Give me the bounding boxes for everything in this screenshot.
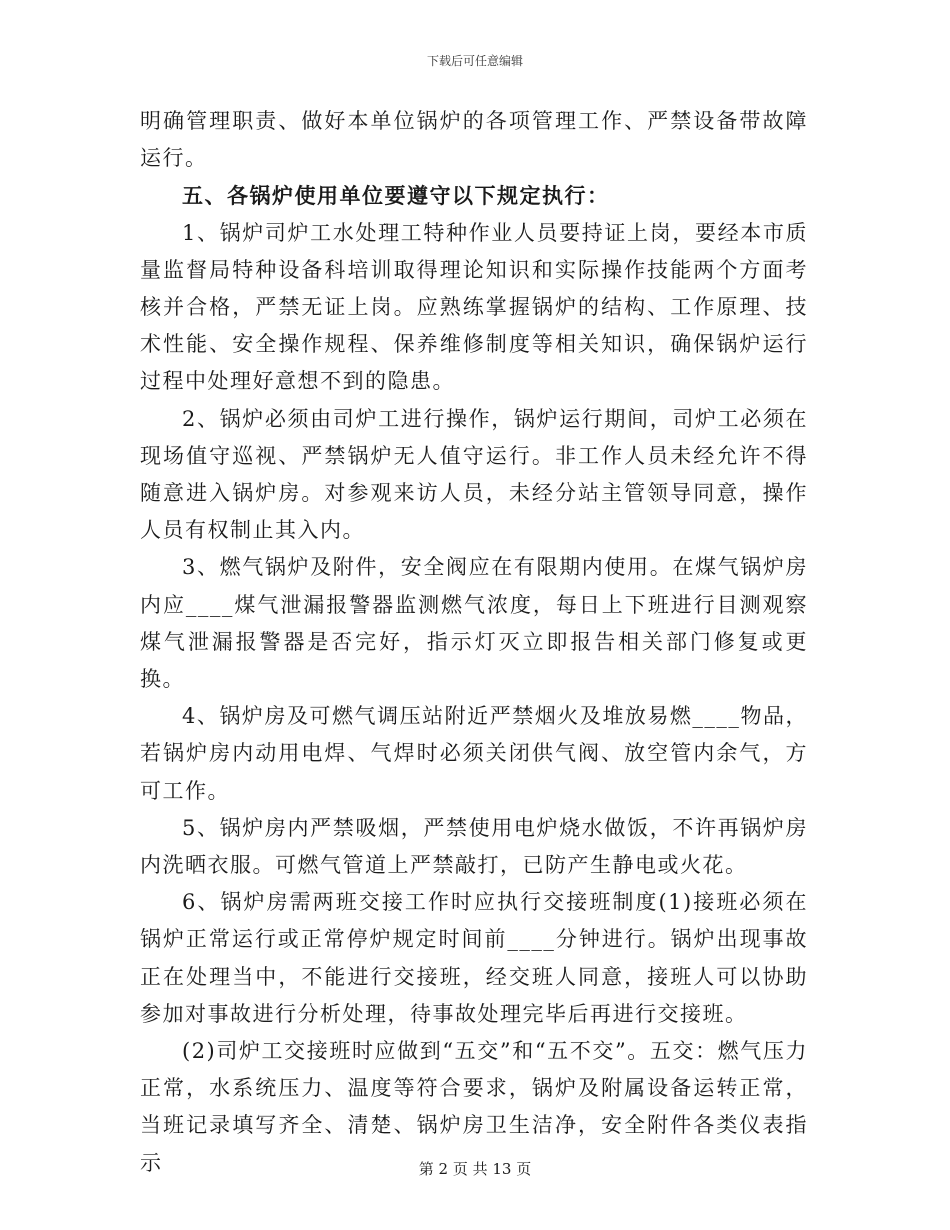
paragraph-rule-1: 1、锅炉司炉工水处理工特种作业人员要持证上岗，要经本市质量监督局特种设备科培训取得理论知识和实际操作技能两个方面考核并合格，严禁无证上岗。应熟练掌握锅炉的结构、工作原理、技术性能、安全操作规程、保养维修制度等相关知识，确保锅炉运行过程中处理好意想不到的隐患。 xyxy=(140,220,808,394)
section-heading-5: 五、各锅炉使用单位要遵守以下规定执行： xyxy=(182,183,610,209)
paragraph-rule-6-2: (2)司炉工交接班时应做到“五交”和“五不交”。五交：燃气压力正常，水系统压力、温度等符合要求，锅炉及附属设备运转正常，当班记录填写齐全、清楚、锅炉房卫生洁净，安全附件各类仪表指示 xyxy=(140,1039,808,1175)
paragraph-continuation: 明确管理职责、做好本单位锅炉的各项管理工作、严禁设备带故障运行。 xyxy=(140,109,808,171)
paragraph-rule-4: 4、锅炉房及可燃气调压站附近严禁烟火及堆放易燃____物品，若锅炉房内动用电焊、气焊时必须关闭供气阀、放空管内余气，方可工作。 xyxy=(140,704,808,803)
paragraph-rule-6: 6、锅炉房需两班交接工作时应执行交接班制度(1)接班必须在锅炉正常运行或正常停炉规定时间前____分钟进行。锅炉出现事故正在处理当中，不能进行交接班，经交班人同意，接班人可以协助参加对事故进行分析处理，待事故处理完毕后再进行交接班。 xyxy=(140,890,808,1026)
page-number: 第 2 页 共 13 页 xyxy=(418,1160,532,1178)
page-header: 下载后可任意编辑 xyxy=(426,54,523,68)
document-body xyxy=(140,103,808,1182)
paragraph-rule-3: 3、燃气锅炉及附件，安全阀应在有限期内使用。在煤气锅炉房内应____煤气泄漏报警器监测燃气浓度，每日上下班进行目测观察煤气泄漏报警器是否完好，指示灯灭立即报告相关部门修复或更换。 xyxy=(140,555,808,692)
paragraph-rule-5: 5、锅炉房内严禁吸烟，严禁使用电炉烧水做饭，不许再锅炉房内洗晒衣服。可燃气管道上严禁敲打，已防产生静电或火花。 xyxy=(140,815,808,878)
paragraph-rule-2: 2、锅炉必须由司炉工进行操作，锅炉运行期间，司炉工必须在现场值守巡视、严禁锅炉无人值守运行。非工作人员未经允许不得随意进入锅炉房。对参观来访人员，未经分站主管领导同意，操作人员有权制止其入内。 xyxy=(140,406,808,543)
